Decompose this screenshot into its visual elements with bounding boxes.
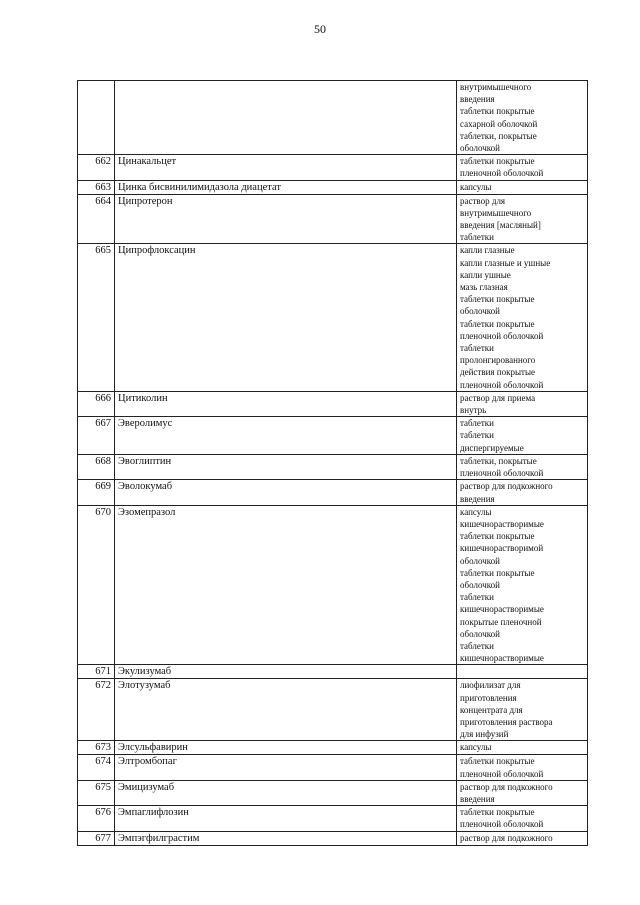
dosage-form-line: таблетки покрытые xyxy=(460,294,535,305)
dosage-forms xyxy=(457,454,588,479)
drug-name: Эмицизумаб xyxy=(115,780,457,805)
dosage-form-line: оболочкой xyxy=(460,306,500,317)
dosage-form-line: раствор для подкожного xyxy=(460,832,553,843)
dosage-forms xyxy=(457,81,588,155)
table-row xyxy=(78,741,588,755)
table-row xyxy=(78,244,588,391)
drug-name: Эверолимус xyxy=(115,417,457,455)
table-row xyxy=(78,505,588,665)
dosage-forms xyxy=(457,780,588,805)
dosage-form-line: кишечнорастворимые xyxy=(460,604,544,615)
dosage-form-line: кишечнорастворимые xyxy=(460,518,544,529)
drug-table-body xyxy=(78,81,588,846)
drug-name: Цитиколин xyxy=(115,391,457,416)
dosage-forms xyxy=(457,755,588,780)
dosage-form-line: покрытые пленочной xyxy=(460,616,542,627)
dosage-form-line: таблетки покрытые xyxy=(460,318,535,329)
dosage-form-line: оболочкой xyxy=(460,579,500,590)
dosage-form-line: введения xyxy=(460,793,495,804)
dosage-form-line: таблетки xyxy=(460,592,495,603)
row-number: 673 xyxy=(78,741,115,755)
dosage-form-line: внутримышечного xyxy=(460,207,532,218)
row-number: 666 xyxy=(78,391,115,416)
dosage-form-line: раствор для подкожного xyxy=(460,781,553,792)
table-row xyxy=(78,480,588,505)
dosage-forms xyxy=(457,679,588,741)
dosage-form-line: таблетки покрытые xyxy=(460,531,535,542)
row-number: 674 xyxy=(78,755,115,780)
table-row xyxy=(78,391,588,416)
dosage-form-line: концентрата для xyxy=(460,704,523,715)
drug-name: Эзомепразол xyxy=(115,505,457,665)
dosage-forms xyxy=(457,480,588,505)
dosage-form-line: пленочной оболочкой xyxy=(460,168,544,179)
dosage-forms xyxy=(457,194,588,244)
table-row xyxy=(78,831,588,845)
row-number: 677 xyxy=(78,831,115,845)
drug-name: Эволокумаб xyxy=(115,480,457,505)
drug-name: Элотузумаб xyxy=(115,679,457,741)
dosage-form-line: пленочной оболочкой xyxy=(460,330,544,341)
dosage-form-line: пленочной оболочкой xyxy=(460,468,544,479)
table-row xyxy=(78,180,588,194)
drug-name: Цинка бисвинилимидазола диацетат xyxy=(115,180,457,194)
dosage-form-line: приготовления xyxy=(460,692,517,703)
dosage-forms xyxy=(457,806,588,831)
table-row xyxy=(78,155,588,180)
dosage-form-line: раствор для подкожного xyxy=(460,481,553,492)
dosage-form-line: таблетки покрытые xyxy=(460,756,535,767)
dosage-form-line: мазь глазная xyxy=(460,282,508,293)
dosage-forms xyxy=(457,391,588,416)
dosage-form-line: таблетки xyxy=(460,232,495,243)
dosage-form-line: сахарной оболочкой xyxy=(460,118,538,129)
dosage-form-line: раствор для приема xyxy=(460,392,536,403)
drug-name: Ципротерон xyxy=(115,194,457,244)
dosage-forms xyxy=(457,505,588,665)
row-number: 676 xyxy=(78,806,115,831)
dosage-form-line: действия покрытые xyxy=(460,367,535,378)
row-number: 663 xyxy=(78,180,115,194)
drug-name: Эмпаглифлозин xyxy=(115,806,457,831)
drug-name: Элтромбопаг xyxy=(115,755,457,780)
dosage-forms xyxy=(457,417,588,455)
dosage-form-line: капли глазные и ушные xyxy=(460,257,551,268)
dosage-form-line: пленочной оболочкой xyxy=(460,819,544,830)
table-row xyxy=(78,81,588,155)
dosage-forms xyxy=(457,741,588,755)
dosage-form-line: капли глазные xyxy=(460,245,515,256)
row-number: 675 xyxy=(78,780,115,805)
dosage-form-line: оболочкой xyxy=(460,555,500,566)
dosage-form-line: лиофилизат для xyxy=(460,680,521,691)
dosage-form-line: кишечнорастворимой xyxy=(460,543,544,554)
dosage-form-line: таблетки xyxy=(460,343,495,354)
drug-name: Эмпэгфилграстим xyxy=(115,831,457,845)
page-number: 50 xyxy=(314,22,326,36)
dosage-form-line: таблетки xyxy=(460,418,495,429)
dosage-form-line: таблетки покрытые xyxy=(460,567,535,578)
dosage-form-line: внутримышечного xyxy=(460,82,532,92)
table-row xyxy=(78,780,588,805)
dosage-form-line: пленочной оболочкой xyxy=(460,768,544,779)
row-number: 662 xyxy=(78,155,115,180)
dosage-form-line: капли ушные xyxy=(460,269,511,280)
drug-name: Цинакальцет xyxy=(115,155,457,180)
drug-name xyxy=(115,81,457,155)
row-number: 670 xyxy=(78,505,115,665)
drug-table xyxy=(77,80,588,846)
dosage-form-line: диспергируемые xyxy=(460,442,524,453)
table-row xyxy=(78,679,588,741)
drug-name: Эвоглиптин xyxy=(115,454,457,479)
dosage-form-line: оболочкой xyxy=(460,628,500,639)
drug-name: Ципрофлоксацин xyxy=(115,244,457,391)
table-row xyxy=(78,194,588,244)
dosage-forms xyxy=(457,831,588,845)
dosage-form-line: введения xyxy=(460,493,495,504)
dosage-forms xyxy=(457,665,588,679)
row-number: 668 xyxy=(78,454,115,479)
dosage-form-line: пролонгированного xyxy=(460,355,536,366)
dosage-form-line: раствор для xyxy=(460,195,506,206)
dosage-form-line: кишечнорастворимые xyxy=(460,653,544,664)
row-number: 664 xyxy=(78,194,115,244)
row-number: 669 xyxy=(78,480,115,505)
dosage-form-line: внутрь xyxy=(460,405,487,416)
row-number: 672 xyxy=(78,679,115,741)
dosage-form-line: приготовления раствора xyxy=(460,716,553,727)
dosage-form-line: таблетки, покрытые xyxy=(460,455,537,466)
table-row xyxy=(78,665,588,679)
dosage-form-line: капсулы xyxy=(460,181,492,192)
dosage-form-line: оболочкой xyxy=(460,143,500,154)
dosage-form-line: таблетки покрытые xyxy=(460,156,535,167)
table-row xyxy=(78,806,588,831)
dosage-form-line: таблетки покрытые xyxy=(460,106,535,117)
dosage-forms xyxy=(457,155,588,180)
dosage-form-line: капсулы xyxy=(460,742,492,753)
dosage-form-line: введения xyxy=(460,94,495,105)
dosage-form-line: для инфузий xyxy=(460,729,509,740)
dosage-forms xyxy=(457,244,588,391)
row-number xyxy=(78,81,115,155)
table-row xyxy=(78,417,588,455)
row-number: 665 xyxy=(78,244,115,391)
drug-name: Экулизумаб xyxy=(115,665,457,679)
dosage-form-line: таблетки покрытые xyxy=(460,807,535,818)
row-number: 671 xyxy=(78,665,115,679)
row-number: 667 xyxy=(78,417,115,455)
dosage-form-line: таблетки, покрытые xyxy=(460,130,537,141)
table-row xyxy=(78,454,588,479)
dosage-form-line: таблетки xyxy=(460,430,495,441)
dosage-forms xyxy=(457,180,588,194)
dosage-form-line: введения [масляный] xyxy=(460,220,541,231)
drug-name: Элсульфавирин xyxy=(115,741,457,755)
table-row xyxy=(78,755,588,780)
dosage-form-line: капсулы xyxy=(460,506,492,517)
dosage-form-line: таблетки xyxy=(460,640,495,651)
dosage-form-line: пленочной оболочкой xyxy=(460,379,544,390)
